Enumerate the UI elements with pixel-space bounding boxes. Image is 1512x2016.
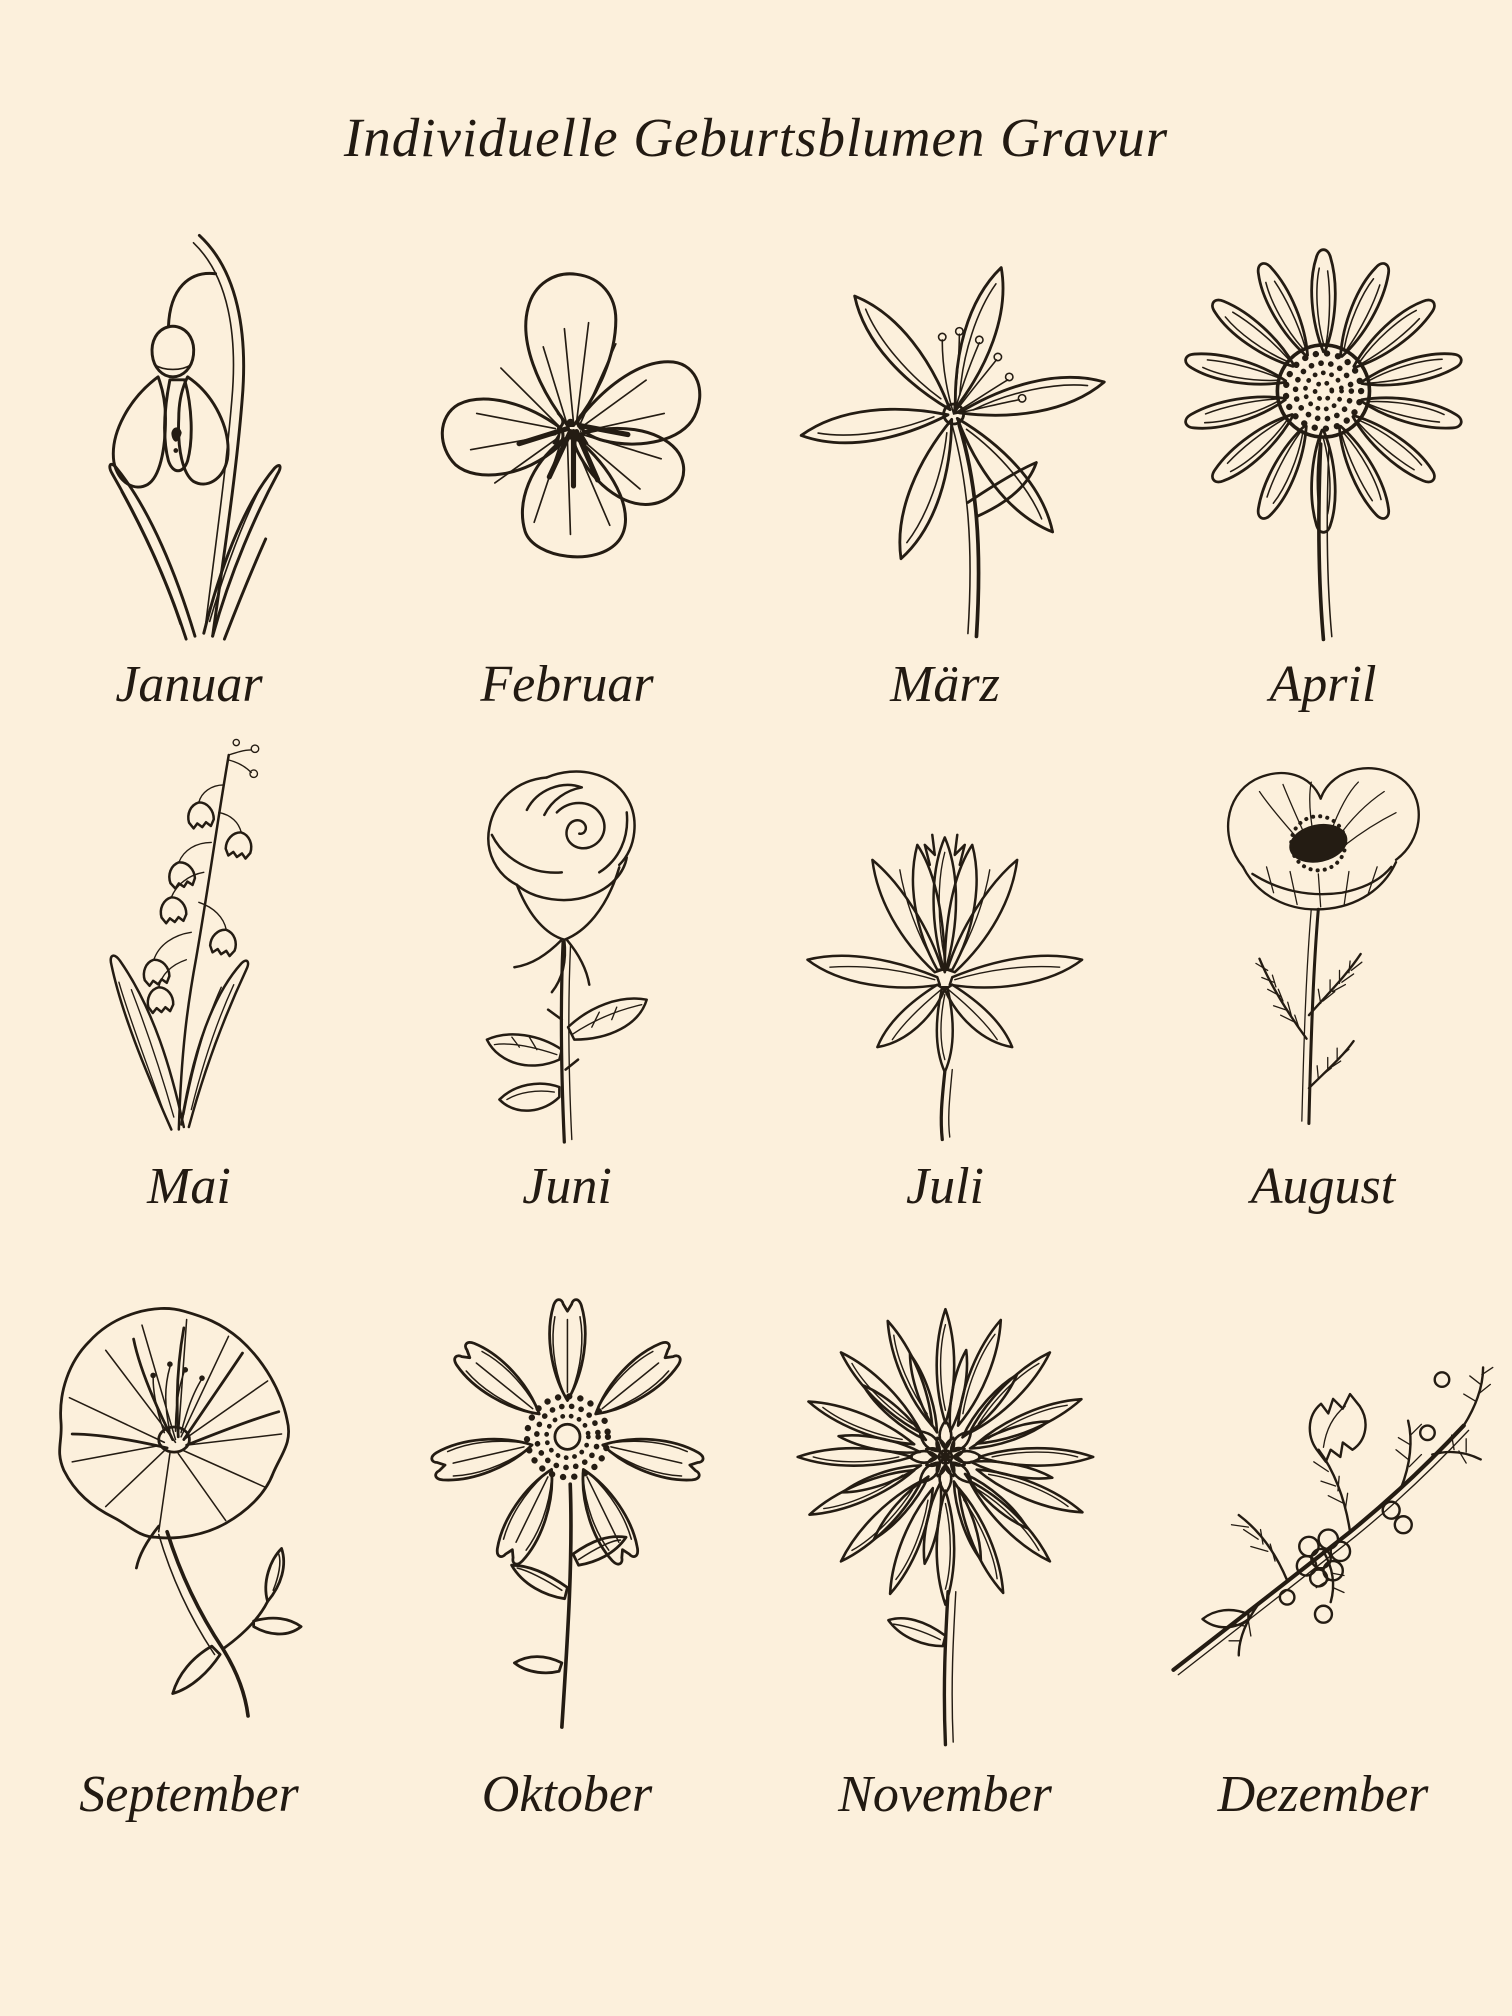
month-label: März: [890, 656, 1000, 713]
morning-glory-illustration: [8, 1263, 371, 1755]
month-label: April: [1269, 656, 1377, 713]
month-cell-januar: [0, 203, 378, 711]
month-cell-september: [0, 1263, 378, 1821]
month-cell-august: [1134, 735, 1512, 1213]
month-grid-row-1: [0, 203, 1512, 711]
snowdrop-illustration: [27, 203, 351, 645]
month-grid-row-2: [0, 735, 1512, 1213]
month-cell-mai: [0, 735, 378, 1213]
month-label: November: [838, 1766, 1052, 1823]
daffodil-illustration: [774, 203, 1116, 645]
pansy-illustration: [386, 203, 749, 645]
daisy-illustration: [1142, 203, 1505, 645]
rose-illustration: [417, 735, 717, 1147]
month-cell-april: [1134, 203, 1512, 711]
poppy-illustration: [1170, 735, 1476, 1147]
month-grid-row-3: [0, 1263, 1512, 1821]
chrysanthemum-illustration: [764, 1263, 1127, 1755]
lotus-illustration: [770, 735, 1120, 1147]
month-cell-november: [756, 1263, 1134, 1821]
month-label: Juni: [522, 1158, 612, 1215]
page-title: Individuelle Geburtsblumen Gravur: [343, 107, 1169, 168]
month-label: August: [1250, 1158, 1396, 1215]
month-label: Mai: [147, 1158, 231, 1215]
month-cell-dezember: [1134, 1263, 1512, 1821]
month-cell-juni: [378, 735, 756, 1213]
month-cell-juli: [756, 735, 1134, 1213]
month-label: Juli: [906, 1158, 984, 1215]
month-label: Dezember: [1217, 1766, 1429, 1823]
month-cell-oktober: [378, 1263, 756, 1821]
month-cell-maerz: [756, 203, 1134, 711]
cosmos-illustration: [386, 1263, 749, 1755]
month-label: September: [79, 1766, 299, 1823]
month-label: Januar: [115, 656, 263, 713]
month-label: Oktober: [481, 1766, 653, 1823]
winter-berry-branch-illustration: [1142, 1263, 1505, 1755]
month-label: Februar: [480, 656, 654, 713]
month-cell-februar: [378, 203, 756, 711]
lily-of-the-valley-illustration: [39, 735, 339, 1147]
